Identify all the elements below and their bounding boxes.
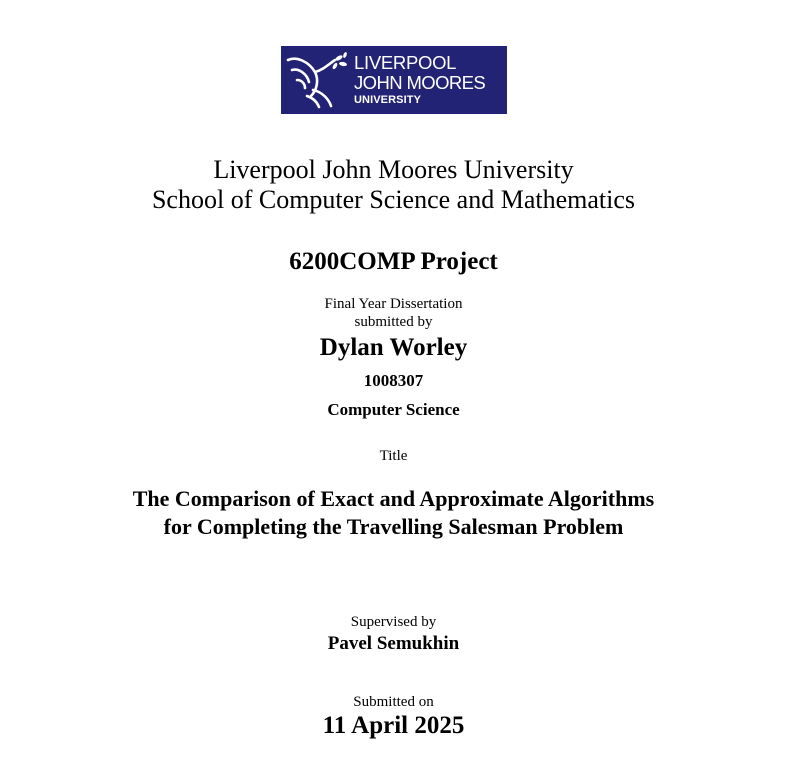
supervised-by-label: Supervised by xyxy=(350,614,437,630)
logo-text-university: UNIVERSITY xyxy=(354,94,422,106)
title-label: Title xyxy=(379,448,408,464)
submission-date: 11 April 2025 xyxy=(322,712,465,739)
project-code: 6200COMP Project xyxy=(289,248,498,275)
school-name: School of Computer Science and Mathematics xyxy=(151,185,636,214)
liver-bird-icon xyxy=(283,50,353,110)
student-id: 1008307 xyxy=(363,371,424,390)
dissertation-title-line-1: The Comparison of Exact and Approximate Algorithms xyxy=(132,486,655,511)
dissertation-title-line-2: for Completing the Travelling Salesman Problem xyxy=(163,514,624,539)
dissertation-type: Final Year Dissertation xyxy=(324,296,463,312)
submitted-by-label: submitted by xyxy=(354,314,433,330)
logo-text-liverpool: LIVERPOOL xyxy=(354,52,457,73)
author-name: Dylan Worley xyxy=(319,334,468,361)
university-name: Liverpool John Moores University xyxy=(213,155,574,184)
course-name: Computer Science xyxy=(327,400,460,419)
submitted-on-label: Submitted on xyxy=(353,694,434,710)
university-logo xyxy=(281,46,507,114)
logo-text-john-moores: JOHN MOORES xyxy=(354,72,486,93)
supervisor-name: Pavel Semukhin xyxy=(327,633,460,654)
